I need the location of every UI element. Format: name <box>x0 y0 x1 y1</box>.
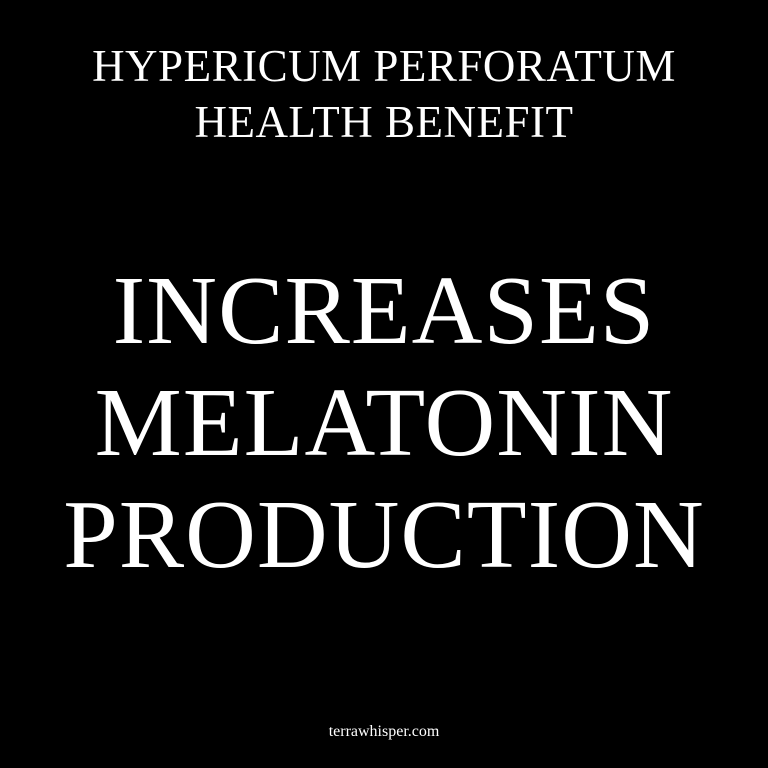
heading-line-label: HEALTH BENEFIT <box>194 97 574 147</box>
benefit-line-1: INCREASES <box>112 257 656 365</box>
card-heading <box>0 38 768 150</box>
benefit-text <box>0 255 768 591</box>
benefit-line-3: PRODUCTION <box>63 481 705 589</box>
benefit-line-2: MELATONIN <box>94 369 674 477</box>
heading-line-plant: HYPERICUM PERFORATUM <box>92 41 676 91</box>
website-credit: terrawhisper.com <box>328 723 440 740</box>
